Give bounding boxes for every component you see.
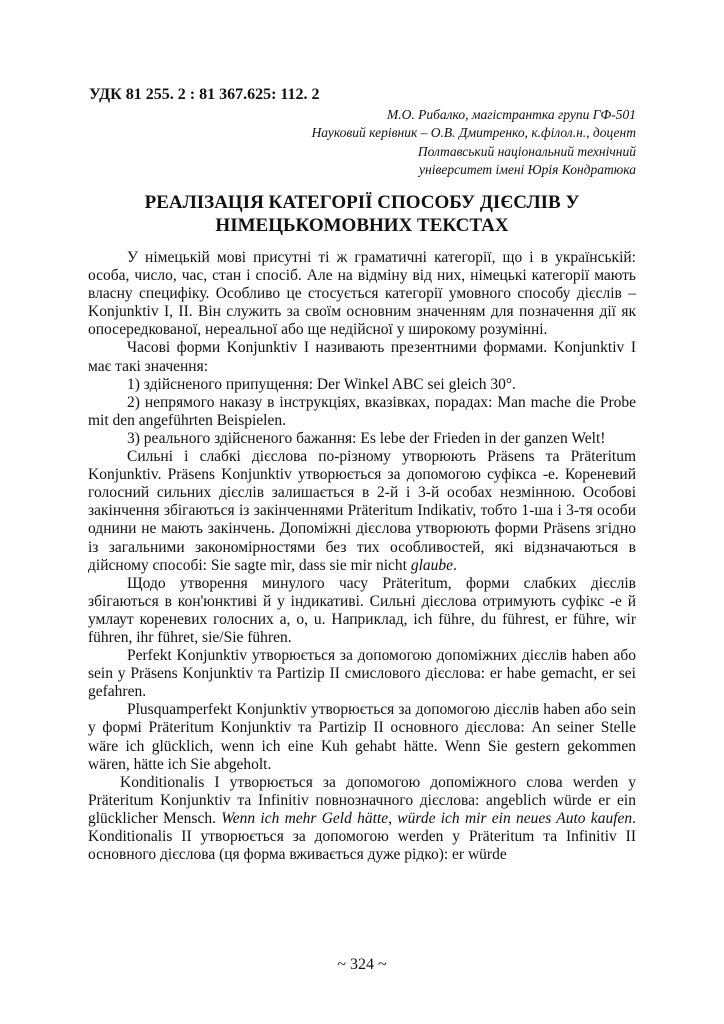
institution-line-1: Полтавський національний технічний <box>417 144 636 159</box>
title-line-2: НІМЕЦЬКОМОВНИХ ТЕКСТАХ <box>215 215 509 236</box>
list-item-1: 1) здійсненого припущення: Der Winkel ABC sei gleich 30°. <box>127 375 516 393</box>
paragraph-praesens-text: Сильні і слабкі дієслова по-різному утворюють Präsens та Präteritum Konjunktiv. Präsens Konjunktiv утворюється за допомогою суфікса -е. Кореневий голосний сильних дієслів залишається в 2-й і 3-й особах незмінною. Особові закінчення збігаються із закінченнями Präteritum Indikativ, тобто 1-ша і 3-тя особи однини не мають закінчень. Допоміжні дієслова утворюють форми Präsens згідно із загальними закономірностями без тих особливостей, які відзначаються в дійсному способі: Sie sagte mir, dass sie mir nicht <box>88 448 636 574</box>
paragraph-konditionalis-end: . Konditionalis II утворюється за допомогою werden у Präteritum та Infinitiv II основного дієслова (ця форма вживається дуже рідко): er würde <box>88 809 637 864</box>
example-auto: Wenn ich mehr Geld hätte, würde ich mir ein neues Auto kaufen <box>221 809 633 827</box>
paragraph-praeteritum: Щодо утворення минулого часу Präteritum, форми слабких дієслів збігаються в кон'юнктиві й у індикативі. Сильні дієслова отримують суфікс -е й умлаут кореневих голосних a, o, u. Наприклад, ich führe, du führest, er führe, wir führen, ihr führet, sie/Sie führen. <box>88 574 636 646</box>
list-item-3: 3) реального здійсненого бажання: Es lebe der Frieden in der ganzen Welt! <box>127 429 606 447</box>
paragraph-konditionalis <box>88 774 636 864</box>
paragraph-plusquamperfekt: Plusquamperfekt Konjunktiv утворюється за допомогою дієслів haben або sein у формі Präteritum Konjunktiv та Partizip II основного дієслова: An seiner Stelle wäre ich glücklich, wenn ich eine Kuh gehabt hätte. Wenn Sie gestern gekommen wären, hätte ich Sie abgeholt. <box>88 701 636 773</box>
example-glaube: glaube <box>410 556 454 574</box>
institution-line-2: університет імені Юрія Кондратюка <box>419 162 636 177</box>
paragraph-konjunktiv-i: Часові форми Konjunktiv I називають презентними формами. Konjunktiv I має такі значення: <box>88 339 636 375</box>
paragraph-praesens <box>88 448 636 575</box>
author-line: М.О. Рибалко, магістрантка групи ГФ-501 <box>386 107 636 122</box>
paragraph-praesens-end: . <box>453 556 457 574</box>
paragraph-intro: У німецькій мові присутні ті ж граматичні категорії, що і в українській: особа, число, час, стан і спосіб. Але на відміну від них, німецькі категорії мають власну специфіку. Особливо це стосується категорії умовного способу дієслів – Konjunktiv I, II. Він служить за своїм основним значенням для позначення дії як опосередкованої, нереальної або ще недійсної у широкому розумінні. <box>88 249 636 339</box>
article-title <box>88 191 636 237</box>
list-item-2: 2) непрямого наказу в інструкціях, вказівках, порадах: Man mache die Probe mit den angeführten Beispielen. <box>88 393 636 429</box>
title-line-1: РЕАЛІЗАЦІЯ КАТЕГОРІЇ СПОСОБУ ДІЄСЛІВ У <box>144 192 580 213</box>
article-body <box>88 249 636 864</box>
udc-code: УДК 81 255. 2 : 81 367.625: 112. 2 <box>89 86 320 103</box>
paragraph-perfekt: Perfekt Konjunktiv утворюється за допомогою допоміжних дієслів haben або sein у Präsens Konjunktiv та Partizip II смислового дієслова: er habe gemacht, er sei gefahren. <box>88 647 636 701</box>
supervisor-line: Науковий керівник – О.В. Дмитренко, к.філол.н., доцент <box>311 125 636 140</box>
page-number: ~ 324 ~ <box>337 956 387 973</box>
paragraph-konditionalis-text: Konditionalis I утворюється за допомогою допоміжного слова werden у Präteritum Konjunktiv та Infinitiv повнозначного дієслова: angeblich würde er ein glücklicher Mensch. <box>88 773 636 827</box>
